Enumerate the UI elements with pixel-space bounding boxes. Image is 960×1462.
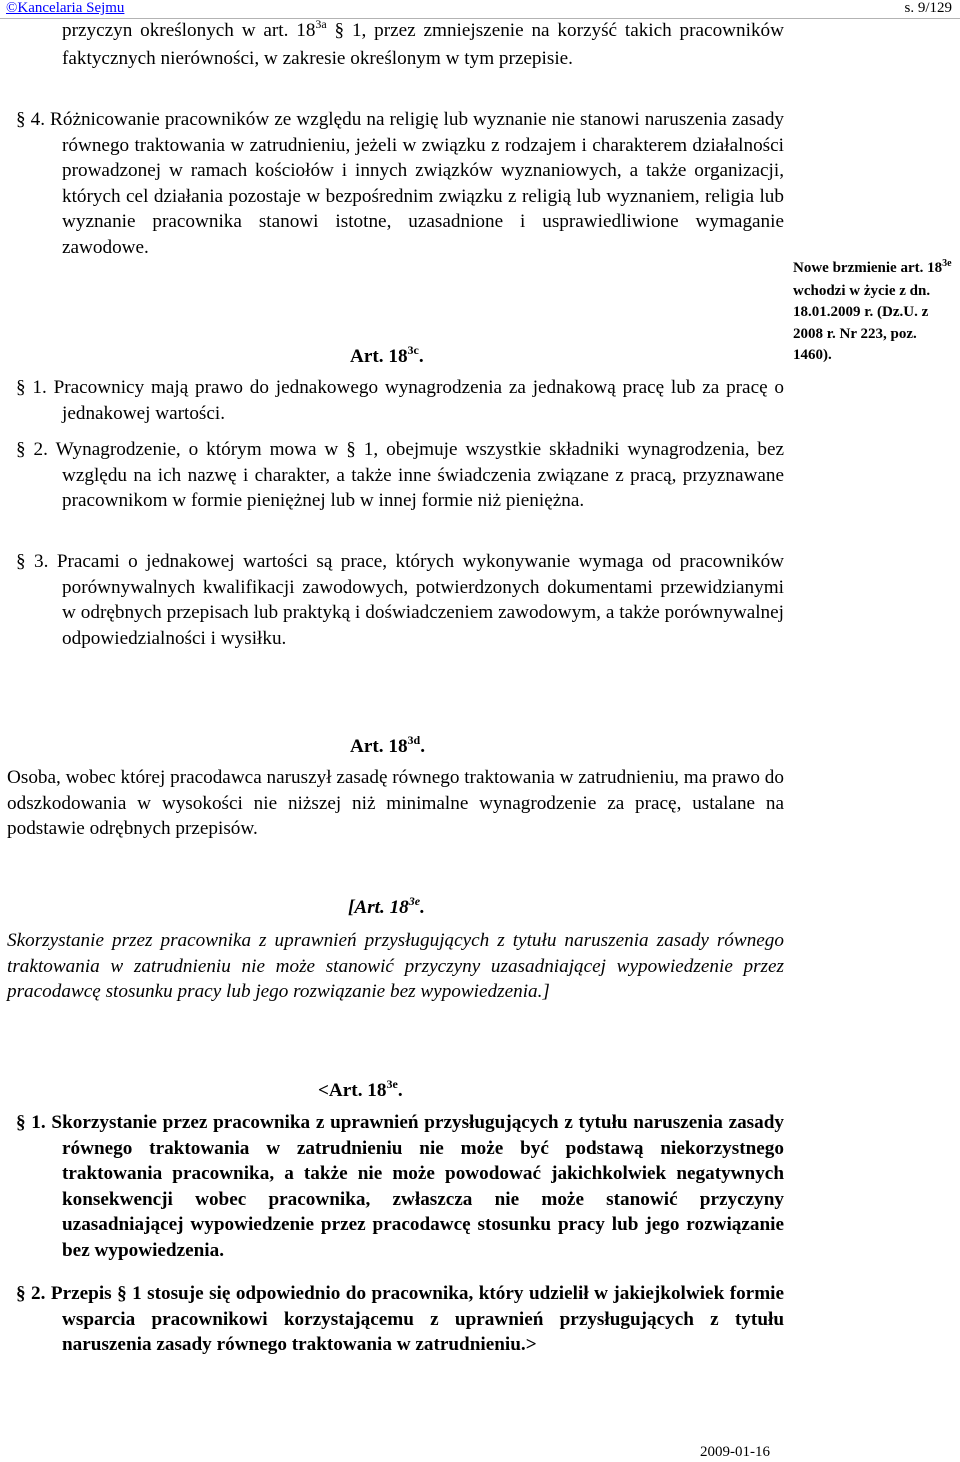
section-text: Pracownicy mają prawo do jednakowego wynagrodzenia za jednakową pracę lub za pracę o jednakowej wartości. bbox=[53, 377, 784, 424]
section-4-paragraph bbox=[16, 107, 785, 260]
art-3c-section-3 bbox=[16, 549, 785, 651]
page-footer-date: 2009-01-16 bbox=[700, 1444, 770, 1460]
continuation-paragraph bbox=[62, 18, 784, 71]
section-text: Przepis § 1 stosuje się odpowiednio do pracownika, który udzielił w jakiejkolwiek formie wsparcia pracownikowi korzystającemu z uprawnień przysługujących z tytułu naruszenia zasady równego traktowania w zatrudnieniu.> bbox=[50, 1283, 785, 1355]
section-text: Wynagrodzenie, o którym mowa w § 1, obejmuje wszystkie składniki wynagrodzenia, bez względu na ich nazwę i charakter, a także inne świadczenia związane z pracą, przyznawane pracownikom w formie pieniężnej lub w innej formie niż pieniężna. bbox=[55, 439, 785, 511]
section-number: § 3. bbox=[16, 551, 49, 572]
article-18-3c-heading: Art. $18^{3c}$. bbox=[350, 343, 424, 367]
kancelaria-sejmu-link[interactable]: ©Kancelaria Sejmu bbox=[6, 0, 125, 16]
art-3e-new-section-2 bbox=[16, 1281, 785, 1358]
section-number: § 4. bbox=[16, 109, 46, 130]
continuation-text: przyczyn określonych w art. 18 bbox=[62, 20, 316, 41]
art-3c-section-1 bbox=[16, 375, 784, 426]
section-number: § 1. bbox=[16, 1112, 46, 1133]
section-number: § 2. bbox=[16, 439, 48, 460]
section-text: Pracami o jednakowej wartości są prace, których wykonywanie wymaga od pracowników porównywalnych kwalifikacji zawodowych, potwierdzonych dokumentami przewidzianymi w odrębnych przepisach lub praktyką i doświadczeniem zawodowym, a także porównywalnej odpowiedzialności i wysiłku. bbox=[56, 551, 785, 649]
margin-note: Nowe brzmienie art. $18^{3e}$ wchodzi w życie z dn. 18.01.2009 r. (Dz.U. z 2008 r. Nr 223, poz. 1460). bbox=[793, 258, 952, 363]
section-number: § 2. bbox=[16, 1283, 46, 1304]
continuation-sup: 3a bbox=[315, 17, 327, 31]
art-3c-section-2 bbox=[16, 437, 785, 514]
continuation-text-end: § 1, przez zmniejszenie na korzyść takich pracowników faktycznych nierówności, w zakresie określonym w tym przepisie. bbox=[62, 20, 784, 69]
page-number: s. 9/129 bbox=[904, 0, 952, 16]
art-3d-text: Osoba, wobec której pracodawca naruszył zasadę równego traktowania w zatrudnieniu, ma prawo do odszkodowania w wysokości nie niższej niż minimalne wynagrodzenie za pracę, ustalane na podstawie odrębnych przepisów. bbox=[7, 767, 784, 839]
art-3e-old-text: Skorzystanie przez pracownika z uprawnień przysługujących z tytułu naruszenia zasady równego traktowania w zatrudnieniu nie może stanowić przyczyny uzasadniającej wypowiedzenie przez pracodawcę stosunku pracy lub jego rozwiązanie bez wypowiedzenia.] bbox=[7, 930, 784, 1002]
art-3e-new-section-1 bbox=[16, 1110, 785, 1263]
page-header bbox=[0, 0, 960, 19]
article-18-3e-old-heading: [Art. $18^{3e}$. bbox=[348, 894, 425, 918]
section-text: Różnicowanie pracowników ze względu na religię lub wyznanie nie stanowi naruszenia zasady równego traktowania w zatrudnieniu, jeżeli w związku z rodzajem i charakterem działalności prowadzonej w ramach kościołów i innych związków wyznaniowych, a także organizacji, których cel działania pozostaje w bezpośrednim związku z religią lub wyznaniem, religia lub wyznanie pracownika stanowi istotne, uzasadnione i usprawiedliwione wymaganie zawodowe. bbox=[50, 109, 785, 258]
article-18-3d-heading: Art. $18^{3d}$. bbox=[350, 733, 426, 757]
section-text: Skorzystanie przez pracownika z uprawnień przysługujących z tytułu naruszenia zasady równego traktowania w zatrudnieniu nie może być podstawą niekorzystnego traktowania pracownika, a także nie może powodować jakichkolwiek negatywnych konsekwencji wobec pracownika, zwłaszcza nie może stanowić przyczyny uzasadniającej wypowiedzenie przez pracodawcę stosunku pracy lub jego rozwiązanie bez wypowiedzenia. bbox=[51, 1112, 785, 1261]
section-number: § 1. bbox=[16, 377, 47, 398]
article-18-3e-new-heading: <Art. $18^{3e}$. bbox=[318, 1077, 403, 1101]
